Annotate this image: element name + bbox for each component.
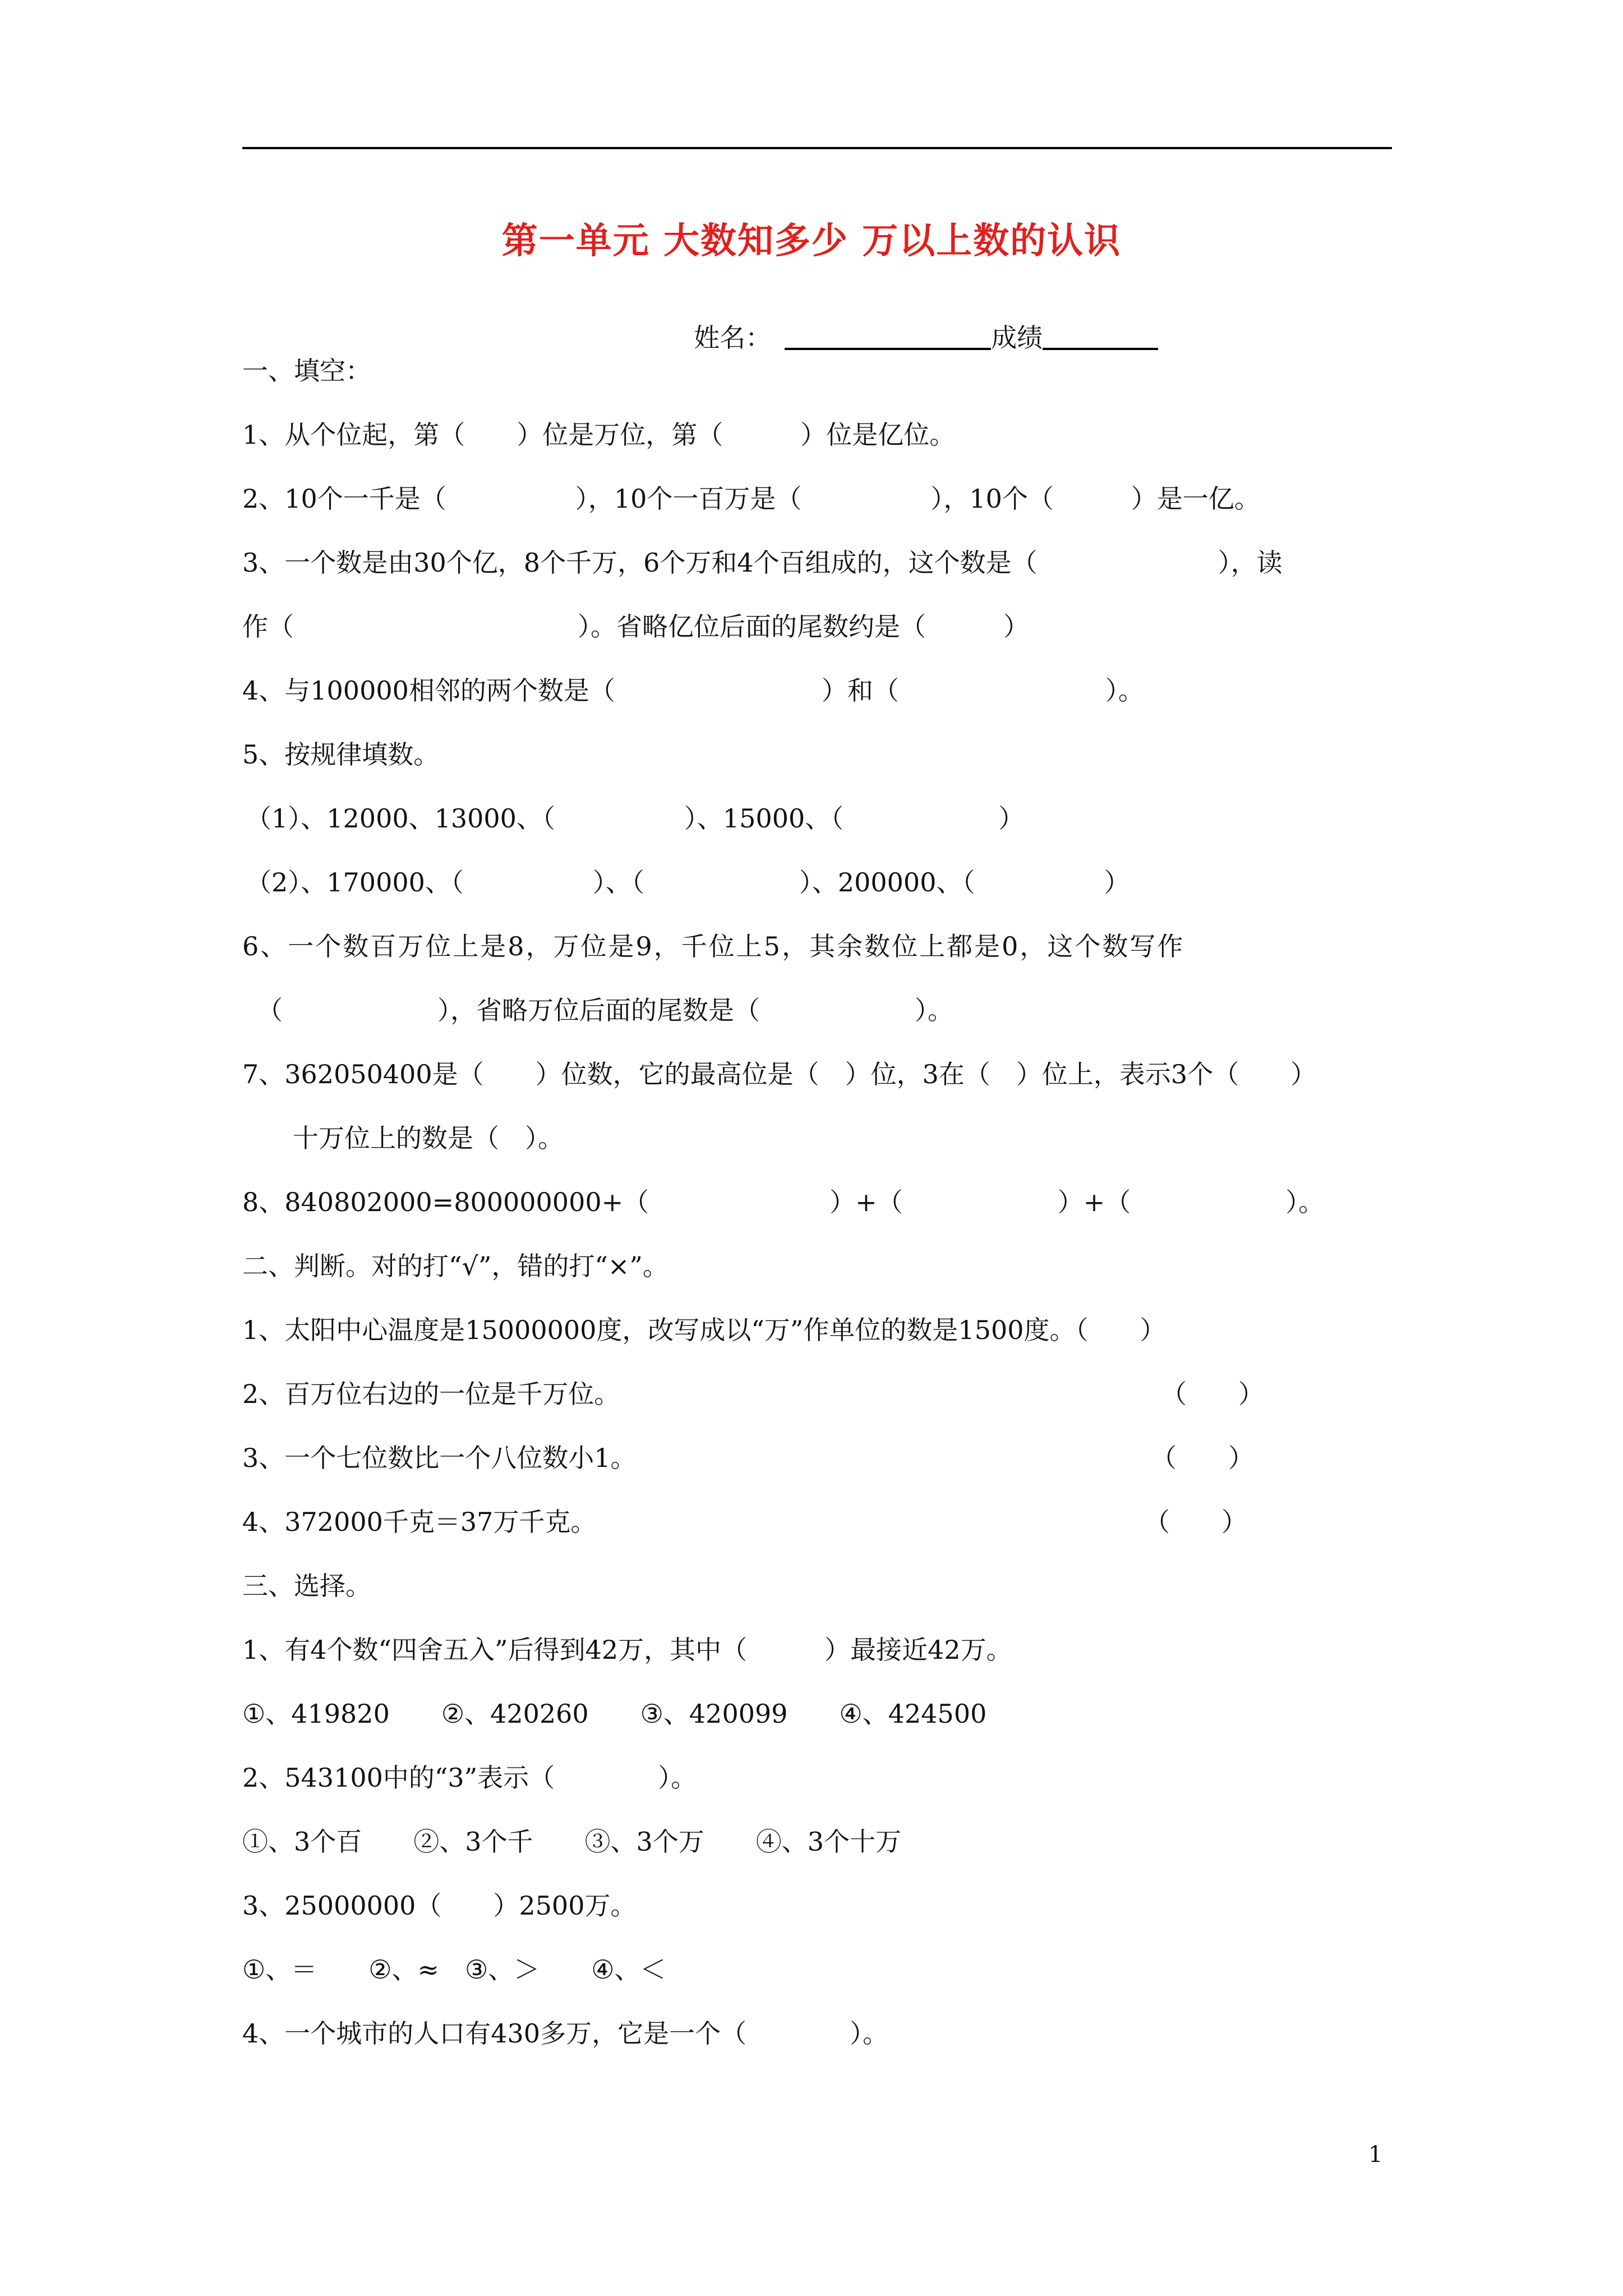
choice-question-3-options: ①、＝ ②、≈ ③、＞ ④、＜ <box>242 1954 666 1985</box>
fill-question-5-1: （1）、12000、13000、（ ）、15000、（ ） <box>246 803 1025 834</box>
fill-question-5: 5、按规律填数。 <box>242 739 440 770</box>
choice-question-2-options: ①、3个百 ②、3个千 ③、3个万 ④、3个十万 <box>242 1826 902 1857</box>
section-heading-judge: 二、判断。对的打“√”，错的打“×”。 <box>242 1251 668 1281</box>
judge-question-1: 1、太阳中心温度是15000000度，改写成以“万”作单位的数是1500度。（ ） <box>242 1315 1166 1345</box>
judge-answer-paren-2[interactable]: （ ） <box>1161 1379 1264 1409</box>
fill-question-7-line2: 十万位上的数是（ ）。 <box>293 1123 564 1153</box>
fill-question-6-line1: 6、一个数百万位上是8，万位是9，千位上5，其余数位上都是0，这个数写作 <box>242 931 1185 961</box>
judge-answer-paren-3[interactable]: （ ） <box>1151 1443 1254 1473</box>
section-heading-fill: 一、填空： <box>242 356 371 386</box>
fill-question-2: 2、10个一千是（ ），10个一百万是（ ），10个（ ）是一亿。 <box>242 484 1260 514</box>
judge-answer-paren-4[interactable]: （ ） <box>1144 1507 1247 1537</box>
fill-question-8: 8、840802000=800000000+（ ）+（ ）+（ ）。 <box>242 1187 1325 1217</box>
choice-question-1-options: ①、419820 ②、420260 ③、420099 ④、424500 <box>242 1699 987 1729</box>
name-label: 姓名： <box>694 323 772 353</box>
judge-question-4: 4、372000千克＝37万千克。 <box>242 1507 597 1537</box>
judge-question-2: 2、百万位右边的一位是千万位。 <box>242 1379 620 1409</box>
name-blank[interactable] <box>785 323 991 350</box>
choice-question-1: 1、有4个数“四舍五入”后得到42万，其中（ ）最接近42万。 <box>242 1635 1012 1665</box>
page-number: 1 <box>1368 2142 1383 2168</box>
header-rule <box>242 147 1392 149</box>
choice-question-2: 2、543100中的“3”表示（ ）。 <box>242 1763 697 1793</box>
choice-question-4: 4、一个城市的人口有430多万，它是一个（ ）。 <box>242 2018 889 2049</box>
fill-question-1: 1、从个位起，第（ ）位是万位，第（ ）位是亿位。 <box>242 420 956 450</box>
judge-question-3: 3、一个七位数比一个八位数小1。 <box>242 1443 637 1473</box>
section-heading-choice: 三、选择。 <box>242 1571 371 1601</box>
fill-question-3-line2: 作（ ）。省略亿位后面的尾数约是（ ） <box>242 611 1029 642</box>
choice-question-3: 3、25000000（ ）2500万。 <box>242 1890 637 1921</box>
fill-question-4: 4、与100000相邻的两个数是（ ）和（ ）。 <box>242 675 1144 706</box>
fill-question-6-line2: （ ），省略万位后面的尾数是（ ）。 <box>257 995 953 1025</box>
name-score-row <box>677 297 1158 351</box>
score-label: 成绩 <box>991 323 1043 353</box>
page-title: 第一单元 大数知多少 万以上数的认识 <box>501 220 1122 262</box>
score-blank[interactable] <box>1043 323 1158 350</box>
fill-question-3-line1: 3、一个数是由30个亿，8个千万，6个万和4个百组成的，这个数是（ ），读 <box>242 547 1283 578</box>
fill-question-7-line1: 7、362050400是（ ）位数，它的最高位是（ ）位，3在（ ）位上，表示3个（ ） <box>242 1059 1317 1089</box>
fill-question-5-2: （2）、170000、（ ）、（ ）、200000、（ ） <box>246 867 1130 898</box>
